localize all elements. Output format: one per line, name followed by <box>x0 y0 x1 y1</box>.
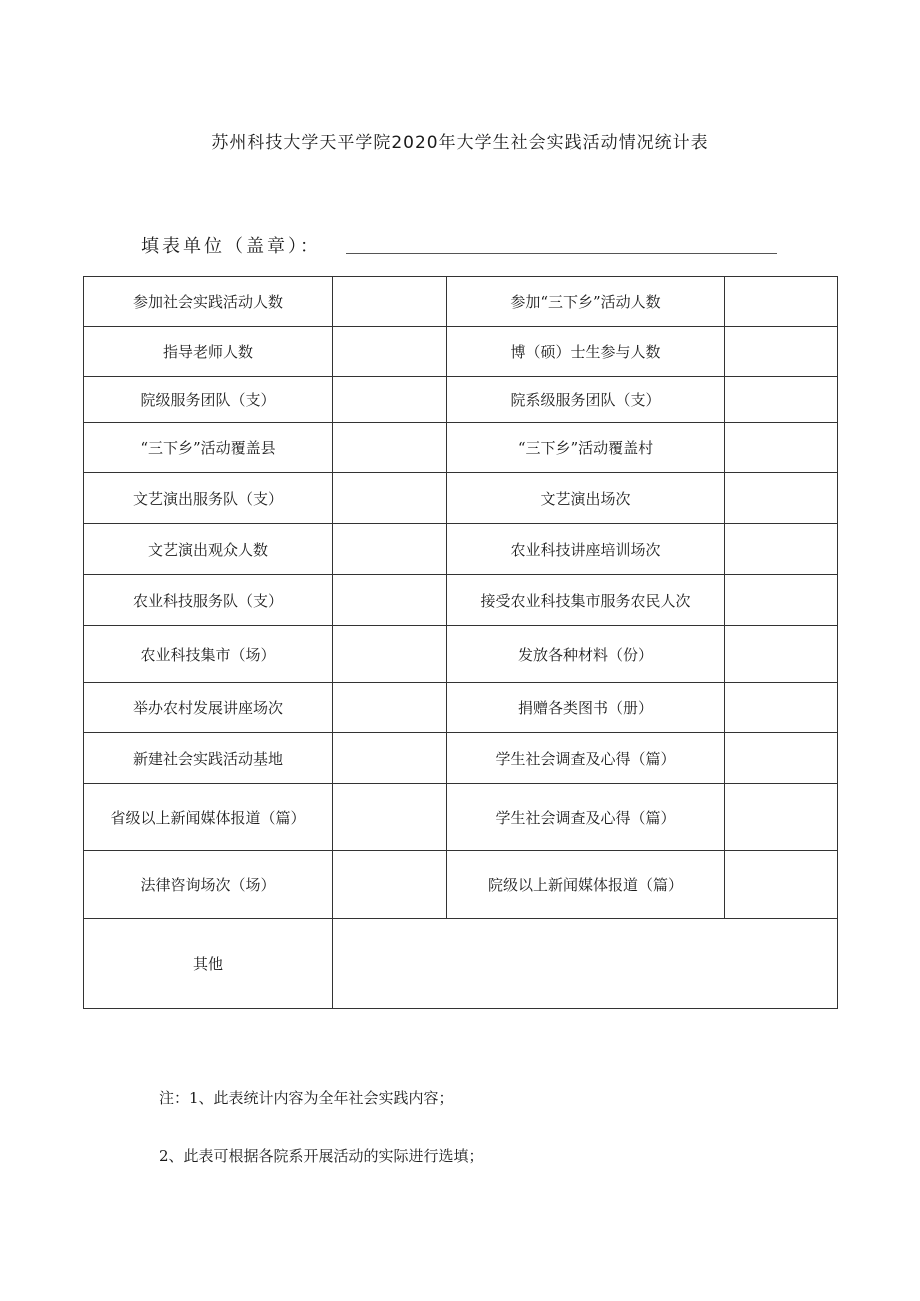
value-cell[interactable] <box>333 626 447 683</box>
value-cell[interactable] <box>725 733 838 784</box>
table-row <box>84 733 838 784</box>
unit-label: 填表单位（盖章）： <box>141 236 321 257</box>
row-label-left: “三下乡”活动覆盖县 <box>84 423 333 473</box>
row-label-left: 举办农村发展讲座场次 <box>84 683 333 733</box>
value-cell[interactable] <box>725 377 838 423</box>
row-label-left: 指导老师人数 <box>84 327 333 377</box>
statistics-table <box>83 276 838 1009</box>
row-label-left: 法律咨询场次（场） <box>84 851 333 919</box>
note-1: 注：1、此表统计内容为全年社会实践内容； <box>159 1089 454 1107</box>
value-cell[interactable] <box>333 784 447 851</box>
table-row <box>84 626 838 683</box>
row-label-right: 院级以上新闻媒体报道（篇） <box>447 851 725 919</box>
row-label-left: 新建社会实践活动基地 <box>84 733 333 784</box>
table-row <box>84 423 838 473</box>
value-cell[interactable] <box>725 473 838 524</box>
row-label-right: “三下乡”活动覆盖村 <box>447 423 725 473</box>
value-cell[interactable] <box>725 683 838 733</box>
row-label-right: 学生社会调查及心得（篇） <box>447 733 725 784</box>
value-cell[interactable] <box>333 524 447 575</box>
row-label-right: 文艺演出场次 <box>447 473 725 524</box>
value-cell[interactable] <box>725 851 838 919</box>
value-cell[interactable] <box>725 524 838 575</box>
table-row <box>84 377 838 423</box>
value-cell[interactable] <box>333 733 447 784</box>
value-cell[interactable] <box>725 626 838 683</box>
row-label-right: 博（硕）士生参与人数 <box>447 327 725 377</box>
row-label-left: 参加社会实践活动人数 <box>84 277 333 327</box>
unit-fill-line[interactable] <box>346 253 777 254</box>
other-value-cell[interactable] <box>333 919 838 1009</box>
row-label-right: 参加“三下乡”活动人数 <box>447 277 725 327</box>
value-cell[interactable] <box>333 851 447 919</box>
value-cell[interactable] <box>333 575 447 626</box>
value-cell[interactable] <box>725 575 838 626</box>
value-cell[interactable] <box>333 377 447 423</box>
table-row <box>84 524 838 575</box>
row-label-left: 文艺演出观众人数 <box>84 524 333 575</box>
table-row <box>84 327 838 377</box>
row-label-left: 农业科技服务队（支） <box>84 575 333 626</box>
row-label-right: 农业科技讲座培训场次 <box>447 524 725 575</box>
row-label-right: 捐赠各类图书（册） <box>447 683 725 733</box>
row-label-right: 学生社会调查及心得（篇） <box>447 784 725 851</box>
value-cell[interactable] <box>725 423 838 473</box>
row-label-left: 院级服务团队（支） <box>84 377 333 423</box>
row-label-left: 文艺演出服务队（支） <box>84 473 333 524</box>
other-label: 其他 <box>84 919 333 1009</box>
value-cell[interactable] <box>725 784 838 851</box>
row-label-left: 省级以上新闻媒体报道（篇） <box>84 784 333 851</box>
row-label-right: 发放各种材料（份） <box>447 626 725 683</box>
value-cell[interactable] <box>333 423 447 473</box>
value-cell[interactable] <box>725 277 838 327</box>
value-cell[interactable] <box>725 327 838 377</box>
table-row <box>84 575 838 626</box>
value-cell[interactable] <box>333 473 447 524</box>
value-cell[interactable] <box>333 683 447 733</box>
table-row <box>84 784 838 851</box>
page-title: 苏州科技大学天平学院2020年大学生社会实践活动情况统计表 <box>211 133 709 153</box>
table-row <box>84 473 838 524</box>
row-label-left: 农业科技集市（场） <box>84 626 333 683</box>
table-row <box>84 851 838 919</box>
note-2: 2、此表可根据各院系开展活动的实际进行选填； <box>159 1147 484 1165</box>
value-cell[interactable] <box>333 277 447 327</box>
table-row-other <box>84 919 838 1009</box>
table-row <box>84 683 838 733</box>
value-cell[interactable] <box>333 327 447 377</box>
row-label-right: 院系级服务团队（支） <box>447 377 725 423</box>
table-row <box>84 277 838 327</box>
row-label-right: 接受农业科技集市服务农民人次 <box>447 575 725 626</box>
